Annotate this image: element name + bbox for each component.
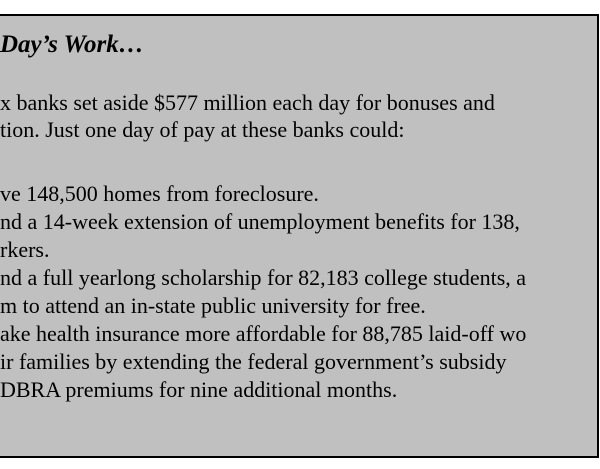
list-item: [0, 264, 526, 320]
intro-paragraph: [0, 89, 495, 143]
list-item-line: nd a full yearlong scholarship for 82,183 college students, a: [0, 265, 527, 290]
list-item: [0, 180, 526, 208]
impact-list: [0, 180, 526, 404]
callout-title: Day’s Work…: [0, 31, 144, 58]
intro-line: x banks set aside $577 million each day for bonuses and: [0, 90, 495, 115]
list-item: [0, 320, 526, 404]
list-item-line: nd a 14-week extension of unemployment benefits for 138,: [0, 209, 520, 234]
list-item-line: m to attend an in-state public university for free.: [0, 293, 426, 318]
list-item: [0, 208, 526, 264]
list-item-line: ir families by extending the federal government’s subsidy: [0, 349, 507, 374]
list-item-line: rkers.: [0, 237, 50, 262]
list-item-line: ve 148,500 homes from foreclosure.: [0, 181, 319, 206]
list-item-line: DBRA premiums for nine additional months.: [0, 377, 398, 402]
intro-line: tion. Just one day of pay at these banks could:: [0, 117, 405, 142]
list-item-line: ake health insurance more affordable for 88,785 laid-off wo: [0, 321, 527, 346]
